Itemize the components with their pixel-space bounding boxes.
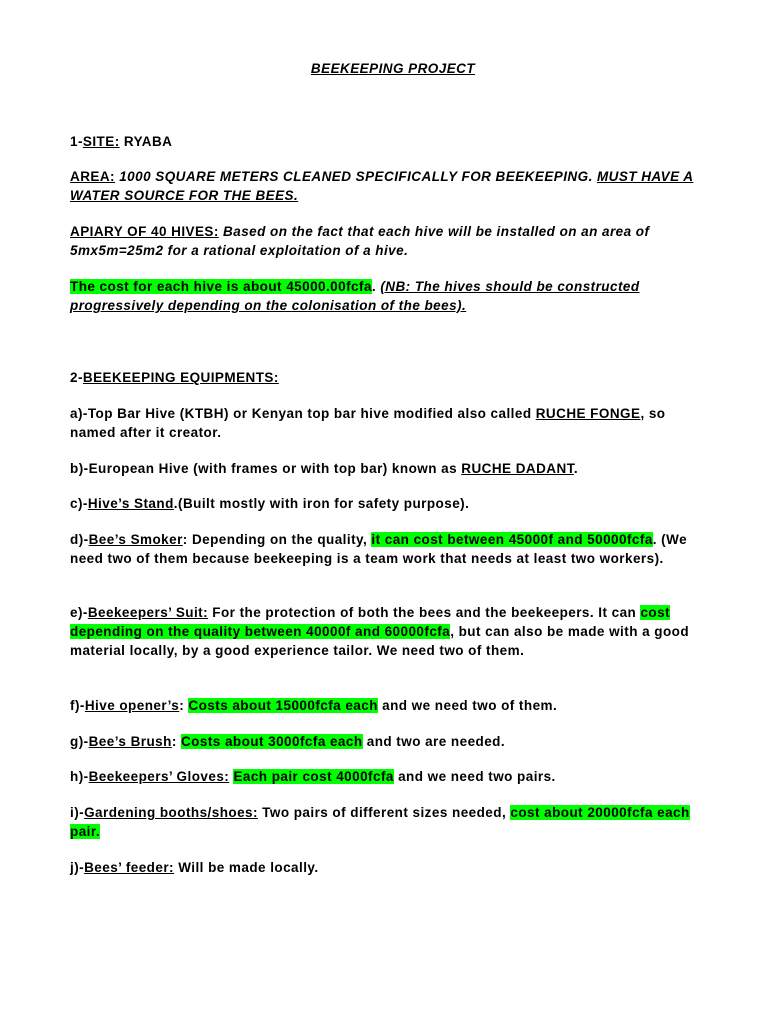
item-g-text: :: [171, 734, 181, 749]
item-c-prefix: c)-: [70, 496, 88, 511]
item-j-term: Bees’ feeder:: [84, 860, 174, 875]
item-e-prefix: e)-: [70, 605, 88, 620]
apiary-text: Based on the fact that each hive will be installed on an area of 5mx5m=25m2 for a rational exploitation of a hive.: [70, 224, 650, 258]
item-h-cost-highlight: Each pair cost 4000fcfa: [233, 769, 394, 784]
site-value: RYABA: [119, 134, 173, 149]
item-e-tail: , but can also be made with a good material locally, by a good experience tailor. We need two of them.: [70, 624, 690, 658]
item-g-prefix: g)-: [70, 734, 89, 749]
item-f-term: Hive opener’s: [84, 698, 180, 713]
area-text: 1000 SQUARE METERS CLEANED SPECIFICALLY FOR BEEKEEPING.: [115, 169, 597, 184]
cost-note: (NB: The hives should be constructed progressively depending on the colonisation of the bees).: [70, 279, 640, 313]
item-g-cost-highlight: Costs about 3000fcfa each: [180, 734, 363, 749]
item-h-tail: and we need two pairs.: [393, 769, 556, 784]
item-i: [70, 803, 710, 841]
cost-paragraph: [70, 277, 710, 315]
item-j-text: Will be made locally.: [174, 860, 319, 875]
apiary-label: APIARY OF 40 HIVES:: [70, 224, 219, 239]
item-d-prefix: d)-: [70, 532, 89, 547]
item-f-prefix: f)-: [70, 698, 85, 713]
item-d-cost-highlight: it can cost between 45000f and 50000fcfa: [371, 532, 653, 547]
item-f-text: :: [179, 698, 189, 713]
item-c: [70, 494, 710, 513]
equipments-heading: [70, 368, 710, 387]
item-i-term: Gardening booths/shoes:: [84, 805, 258, 820]
area-paragraph: [70, 167, 710, 205]
item-a-text: a)-Top Bar Hive (KTBH) or Kenyan top bar hive modified also called: [70, 406, 536, 421]
item-b-text: b)-European Hive (with frames or with top bar) known as: [70, 461, 462, 476]
item-d-tail: . (We need two of them because beekeeping is a team work that needs at least two workers).: [70, 532, 688, 566]
item-d-text: : Depending on the quality,: [182, 532, 372, 547]
item-b: [70, 459, 710, 478]
item-d-term: Bee’s Smoker: [88, 532, 183, 547]
area-label: AREA:: [70, 169, 115, 184]
item-i-cost-highlight: cost about 20000fcfa each pair.: [70, 805, 690, 839]
item-j: [70, 858, 710, 877]
item-f-cost-highlight: Costs about 15000fcfa each: [188, 698, 378, 713]
item-f: [70, 696, 710, 715]
item-e-text: For the protection of both the bees and the beekeepers. It can: [208, 605, 641, 620]
item-c-tail: .(Built mostly with iron for safety purpose).: [173, 496, 470, 511]
item-c-term: Hive’s Stand: [87, 496, 174, 511]
site-line: [70, 132, 710, 151]
item-i-prefix: i)-: [70, 805, 85, 820]
item-e-term: Beekeepers’ Suit:: [87, 605, 209, 620]
apiary-paragraph: [70, 222, 710, 260]
item-h-term: Beekeepers’ Gloves:: [88, 769, 230, 784]
equipments-label: BEEKEEPING EQUIPMENTS:: [82, 370, 279, 385]
item-h-prefix: h)-: [70, 769, 89, 784]
site-label: SITE:: [82, 134, 120, 149]
item-g-tail: and two are needed.: [362, 734, 506, 749]
item-j-prefix: j)-: [70, 860, 85, 875]
item-g-term: Bee’s Brush: [88, 734, 172, 749]
item-b-tail: .: [573, 461, 579, 476]
section-number: 1-: [70, 134, 83, 149]
item-e-cost-highlight: cost depending on the quality between 40000f and 60000fcfa: [70, 605, 671, 639]
hive-cost-highlight: The cost for each hive is about 45000.00fcfa: [70, 279, 372, 294]
document-title: BEEKEEPING PROJECT: [310, 61, 476, 76]
item-a-term: RUCHE FONGE: [535, 406, 641, 421]
item-a-tail: , so named after it creator.: [70, 406, 666, 440]
section-number: 2-: [70, 370, 83, 385]
area-must-note: MUST HAVE A WATER SOURCE FOR THE BEES.: [70, 169, 694, 203]
item-h: [70, 767, 710, 786]
item-b-term: RUCHE DADANT: [461, 461, 574, 476]
item-g: [70, 732, 710, 751]
item-e: [70, 603, 710, 660]
cost-separator: .: [371, 279, 381, 294]
item-d: [70, 530, 710, 568]
item-f-tail: and we need two of them.: [377, 698, 558, 713]
item-a: [70, 404, 710, 442]
item-i-text: Two pairs of different sizes needed,: [257, 805, 511, 820]
